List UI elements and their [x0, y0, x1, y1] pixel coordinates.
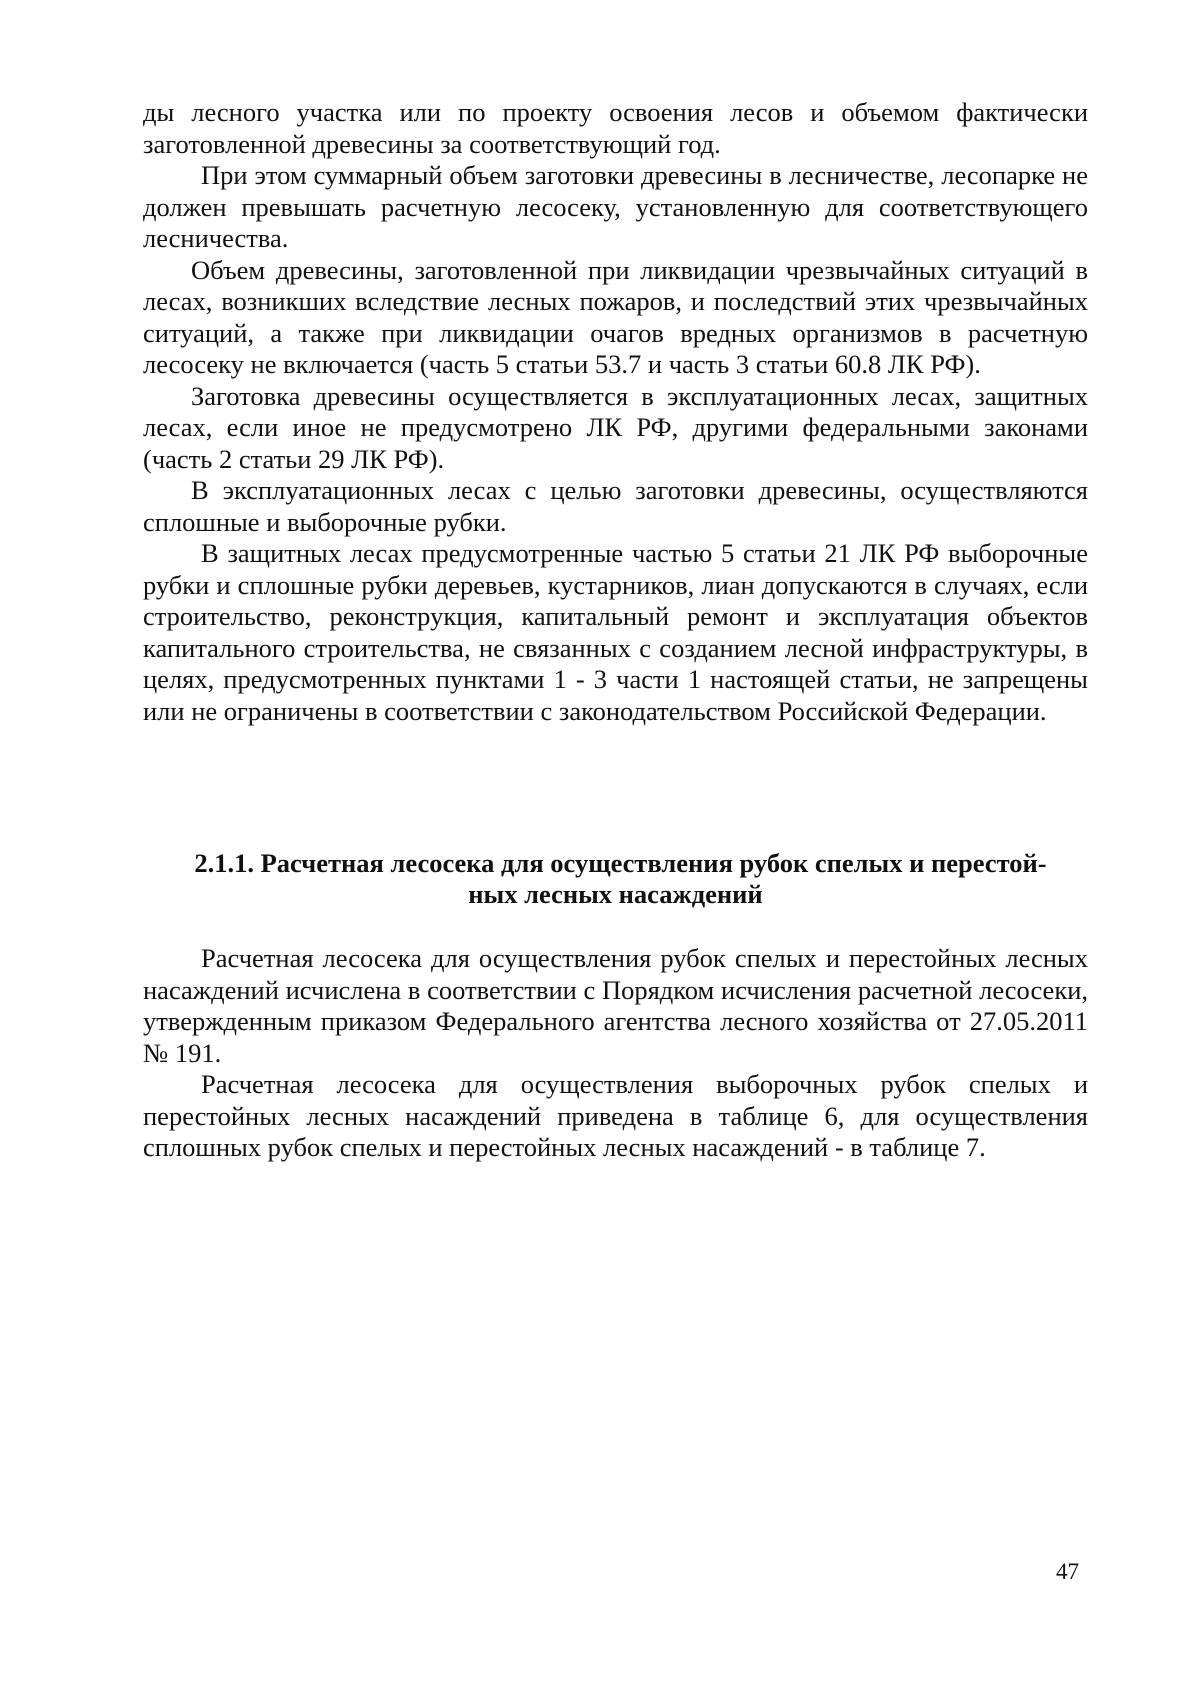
- paragraph: ды лесного участка или по проекту освоения лесов и объемом фактически заготовленной древесины за соответствующий год.: [143, 97, 1088, 159]
- paragraph: При этом суммарный объем заготовки древесины в лесничестве, лесопарке не должен превышать расчетную лесосеку, установленную для соответствующего лесничества.: [143, 160, 1088, 253]
- paragraph: Расчетная лесосека для осуществления выборочных рубок спелых и перестойных лесных насаждений приведена в таблице 6, для осуществления сплошных рубок спелых и перестойных лесных насаждений - в таблице 7.: [143, 1069, 1088, 1162]
- section-heading-line-2: ных лесных насаждений: [468, 879, 763, 909]
- section-heading-line-1: 2.1.1. Расчетная лесосека для осуществления рубок спелых и перестой-: [194, 848, 1047, 878]
- body-text-top: [143, 97, 1088, 727]
- paragraph: Заготовка древесины осуществляется в эксплуатационных лесах, защитных лесах, если иное не предусмотрено ЛК РФ, другими федеральными законами (часть 2 статьи 29 ЛК РФ).: [143, 380, 1088, 474]
- paragraph: Расчетная лесосека для осуществления рубок спелых и перестойных лесных насаждений исчислена в соответствии с Порядком исчисления расчетной лесосеки, утвержденным приказом Федерального агентства лесного хозяйства от 27.05.2011 № 191.: [143, 943, 1088, 1068]
- page-number: 47: [1056, 1559, 1079, 1584]
- paragraph: В защитных лесах предусмотренные частью 5 статьи 21 ЛК РФ выборочные рубки и сплошные рубки деревьев, кустарников, лиан допускаются в случаях, если строительство, реконструкция, капитальный ремонт и эксплуатация объектов капитального строительства, не связанных с созданием лесной инфраструктуры, в целях, предусмотренных пунктами 1 - 3 части 1 настоящей статьи, не запрещены или не ограничены в соответствии с законодательством Российской Федерации.: [143, 538, 1088, 726]
- paragraph: Объем древесины, заготовленной при ликвидации чрезвычайных ситуаций в лесах, возникших вследствие лесных пожаров, и последствий этих чрезвычайных ситуаций, а также при ликвидации очагов вредных организмов в расчетную лесосеку не включается (часть 5 статьи 53.7 и часть 3 статьи 60.8 ЛК РФ).: [143, 254, 1088, 379]
- body-text-bottom: [143, 943, 1088, 1164]
- section-heading: [143, 848, 1088, 910]
- paragraph: В эксплуатационных лесах с целью заготовки древесины, осуществляются сплошные и выборочные рубки.: [143, 475, 1088, 537]
